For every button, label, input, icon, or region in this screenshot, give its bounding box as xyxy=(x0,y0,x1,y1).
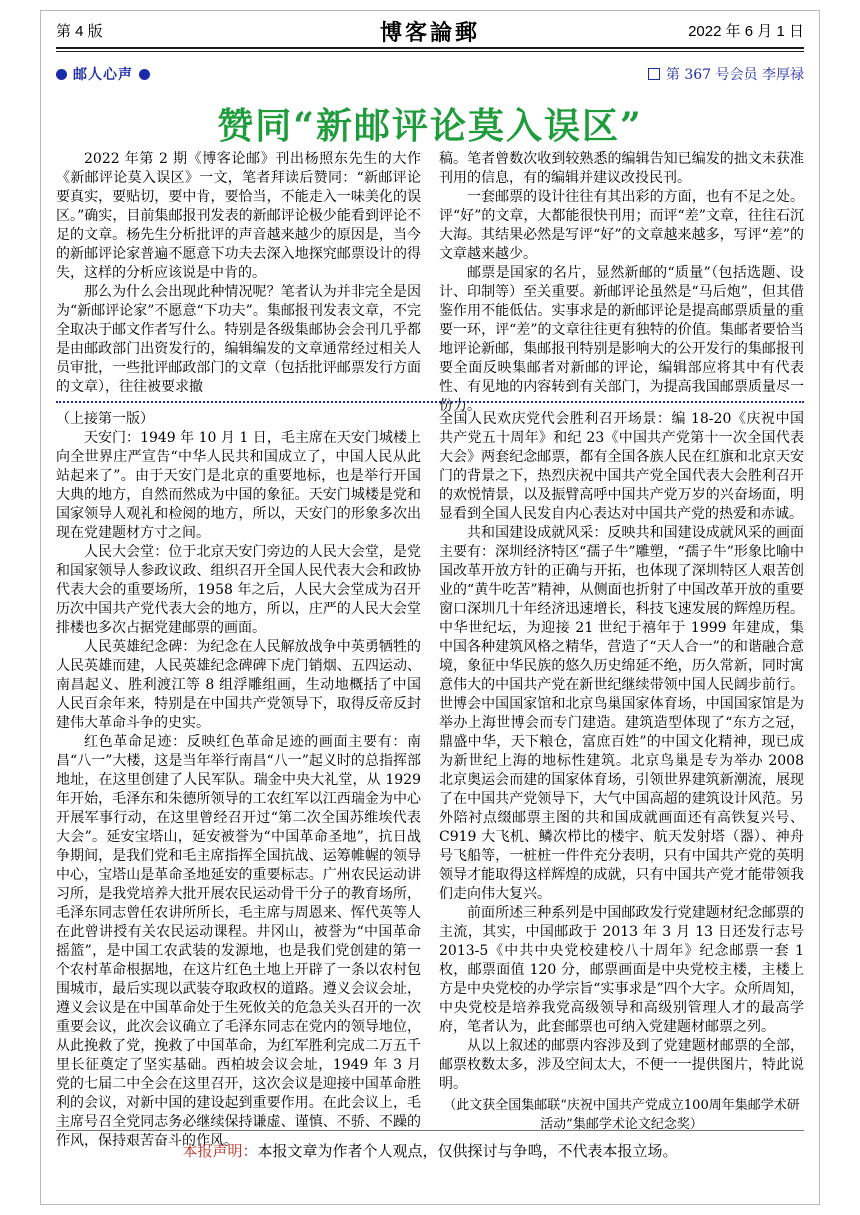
paragraph: 从以上叙述的邮票内容涉及到了党建题材邮票的全部，邮票枚数太多，涉及空间太大，不便一一提供图片，特此说明。 xyxy=(439,1038,804,1092)
issue-date: 2022 年 6 月 1 日 xyxy=(688,23,804,40)
column-name: 邮人心声 xyxy=(73,67,133,83)
paragraph: 天安门：1949 年 10 月 1 日，毛主席在天安门城楼上向全世界庄严宣告“中华人民共和国成立了，中国人民从此站起来了”。由于天安门是北京的重要地标，也是举行开国大典的地方，自然而然成为中国的象征。天安门城楼是党和国家领导人观礼和检阅的地方，所以，天安门的形象多次出现在党建题材方寸之间。 xyxy=(56,430,421,541)
paragraph: 人民英雄纪念碑：为纪念在人民解放战争中英勇牺牲的人民英雄而建，人民英雄纪念碑碑下虎门销烟、五四运动、南昌起义、胜利渡江等 8 组浮雕组画，生动地概括了中国人民百余年来，特别是在中国共产党领导下，取得反帝反封建伟大革命斗争的史实。 xyxy=(56,639,421,731)
award-note: （此文获全国集邮联“庆祝中国共产党成立100周年集邮学术研活动”集邮学术论文纪念奖） xyxy=(443,1098,800,1132)
square-bullet-icon xyxy=(648,68,660,80)
edition-number: 第 4 版 xyxy=(56,23,103,40)
declaration-label: 本报声明： xyxy=(182,1142,258,1160)
paragraph: 人民大会堂：位于北京天安门旁边的人民大会堂，是党和国家领导人参政议政、组织召开全国人民代表大会和政协代表大会的重要场所，1958 年之后，人民大会堂成为召开历次中国共产党代表大会的地方，所以，庄严的人民大会堂排楼也多次占据党建邮票的画面。 xyxy=(56,544,421,636)
column-label xyxy=(56,64,150,84)
continued-label: （上接第一版） xyxy=(56,411,154,427)
paragraph: 前面所述三种系列是中国邮政发行党建题材纪念邮票的主流，其实，中国邮政于 2013 年 3 月 13 日还发行志号 2013-5《中共中央党校建校八十周年》纪念邮票一套 1 枚，邮票面值 120 分，邮票画面是中央党校主楼，主楼上方是中央党校的办学宗旨“实事求是”四个大字。众所周知，中央党校是培养我党高级领导和高级别管理人才的最高学府，笔者认为，此套邮票也可纳入党建题材邮票之列。 xyxy=(439,905,804,1035)
bullet-dot-icon xyxy=(56,69,67,80)
continued-left-column xyxy=(56,410,421,1151)
paragraph: 邮票是国家的名片，显然新邮的“质量”（包括选题、设计、印制等）至关重要。新邮评论虽然是“马后炮”，但其借鉴作用不能低估。实事求是的新邮评论是提高邮票质量的重要一环，评“差”的文章往往更有独特的价值。集邮者要恰当地评论新邮，集邮报刊特别是影响大的公开发行的集邮报刊要全面反映集邮者对新邮的评论，编辑部应将其中有代表性、有见地的内容转到有关部门，为提高我国邮票质量尽一份力。 xyxy=(439,265,804,414)
paragraph: 全国人民欢庆党代会胜利召开场景：编 18-20《庆祝中国共产党五十周年》和纪 23《中国共产党第十一次全国代表大会》两套纪念邮票，都有全国各族人民在红旗和北京天安门的背景之下，热烈庆祝中国共产党全国代表大会胜利召开的欢悦情景，以及振臂高呼中国共产党万岁的兴奋场面，明显看到全国人民发自内心表达对中国共产党的热爱和赤诚。 xyxy=(439,411,804,522)
member-info: 第 367 号会员 李厚禄 xyxy=(665,67,804,83)
section-divider xyxy=(56,401,804,403)
paragraph: 红色革命足迹：反映红色革命足迹的画面主要有：南昌“八一”大楼，这是当年举行南昌“八一”起义时的总指挥部地址，在这里创建了人民军队。瑞金中央大礼堂，从 1929 年开始，毛泽东和朱德所领导的工农红军以江西瑞金为中心开展军事行动，在这里曾经召开过“第二次全国苏维埃代表大会”。延安宝塔山，延安被誉为“中国革命圣地”，抗日战争期间，是我们党和毛主席指挥全国抗战、运筹帷幄的领导中心，宝塔山是革命圣地延安的重要标志。广州农民运动讲习所，是我党培养大批开展农民运动骨干分子的教育场所，毛泽东同志曾任农讲所所长，毛主席与周恩来、恽代英等人在此曾讲授有关农民运动课程。井冈山，被誉为“中国革命摇篮”，是中国工农武装的发源地，也是我们党创建的第一个农村革命根据地，在这片红色土地上开辟了一条以农村包围城市，最后实现以武装夺取政权的道路。遵义会议会址，遵义会议是在中国革命处于生死攸关的危急关头召开的一次重要会议，此次会议确立了毛泽东同志在党内的领导地位，从此挽救了党，挽救了中国革命，为红军胜利完成二万五千里长征奠定了坚实基础。西柏坡会议会址，1949 年 3 月党的七届二中全会在这里召开，这次会议是迎接中国革命胜利的会议，对新中国的建设起到重要作用。在此会议上，毛主席号召全党同志务必继续保持谦虚、谨慎、不骄、不躁的作风，保持艰苦奋斗的作风。 xyxy=(56,734,421,1149)
footer-declaration xyxy=(56,1140,804,1161)
top-article-right-column xyxy=(439,150,804,416)
paragraph: 共和国建设成就风采：反映共和国建设成就风采的画面主要有：深圳经济特区“孺子牛”雕塑，“孺子牛”形象比喻中国改革开放方针的正确与开拓，也体现了深圳特区人艰苦创业的“黄牛吃苦”精神，从侧面也折射了中国改革开放的重要窗口深圳几十年经济迅速增长，科技飞速发展的辉煌历程。中华世纪坛，为迎接 21 世纪于禧年于 1999 年建成，集中国各种建筑风格之精华，营造了“天人合一”的和谐融合意境，象征中华民族的悠久历史绵延不绝，历久常新，同时寓意伟大的中国共产党在新世纪继续带领中国人民阔步前行。世博会中国国家馆和北京鸟巢国家体育场，中国国家馆是为举办上海世博会而专门建造。建筑造型体现了“东方之冠，鼎盛中华，天下粮仓，富庶百姓”的中国文化精神，现已成为新世纪上海的地标性建筑。北京鸟巢是专为举办 2008 北京奥运会而建的国家体育场，引领世界建筑新潮流，展现了在中国共产党领导下，大气中国高超的建筑设计风范。另外陪衬点缀邮票主图的共和国成就画面还有高铁复兴号、C919 大飞机、鳞次栉比的楼宇、航天发射塔（器）、神舟号飞船等，一桩桩一件件充分表明，只有中国共产党的英明领导才能取得这样辉煌的成就，只有中国共产党才能带领我们走向伟大复兴。 xyxy=(439,525,804,902)
header-rule xyxy=(56,47,804,52)
paragraph: 一套邮票的设计往往有其出彩的方面，也有不足之处。评“好”的文章，大都能很快刊用；而评“差”文章，往往石沉大海。其结果必然是写评“好”的文章越来越多，写评“差”的文章越来越少。 xyxy=(439,189,804,262)
page-header xyxy=(56,16,804,46)
bullet-dot-icon xyxy=(139,69,150,80)
declaration-text: 本报文章为作者个人观点，仅供探讨与争鸣，不代表本报立场。 xyxy=(257,1142,678,1160)
paragraph: 那么为什么会出现此种情况呢？笔者认为并非完全是因为“新邮评论家”不愿意“下功夫”。集邮报刊发表文章，不完全取决于邮文作者写什么。特别是各级集邮协会会刊几乎都是由邮政部门出资发行的，编辑编发的文章通常经过相关人员审批，一些批评邮政部门的文章（包括批评邮票发行方面的文章），往往被要求撤 xyxy=(56,284,421,395)
continued-right-column xyxy=(439,410,804,1134)
column-bar xyxy=(56,64,804,86)
masthead-title: 博客論郵 xyxy=(379,20,480,46)
paragraph: 2022 年第 2 期《博客论邮》刊出杨照东先生的大作《新邮评论莫入误区》一文，笔者拜读后赞同：“新邮评论要真实，要贴切，要中肯，要恰当，不能走入一味美化的误区。”确实，目前集邮报刊发表的新邮评论极少能看到评论不足的文章。杨先生分析批评的声音越来越少的原因是，当今的新邮评论家普遍不愿意下功夫去深入地探究邮票设计的得失，这样的分析应该说是中肯的。 xyxy=(56,151,421,281)
footer-rule xyxy=(56,1130,804,1131)
top-article-left-column xyxy=(56,150,421,397)
paragraph: 稿。笔者曾数次收到较熟悉的编辑告知已编发的拙文未获准刊用的信息，有的编辑并建议改投民刊。 xyxy=(439,151,804,186)
author-byline xyxy=(648,64,804,84)
article-title: 赞同“新邮评论莫入误区” xyxy=(217,105,643,147)
